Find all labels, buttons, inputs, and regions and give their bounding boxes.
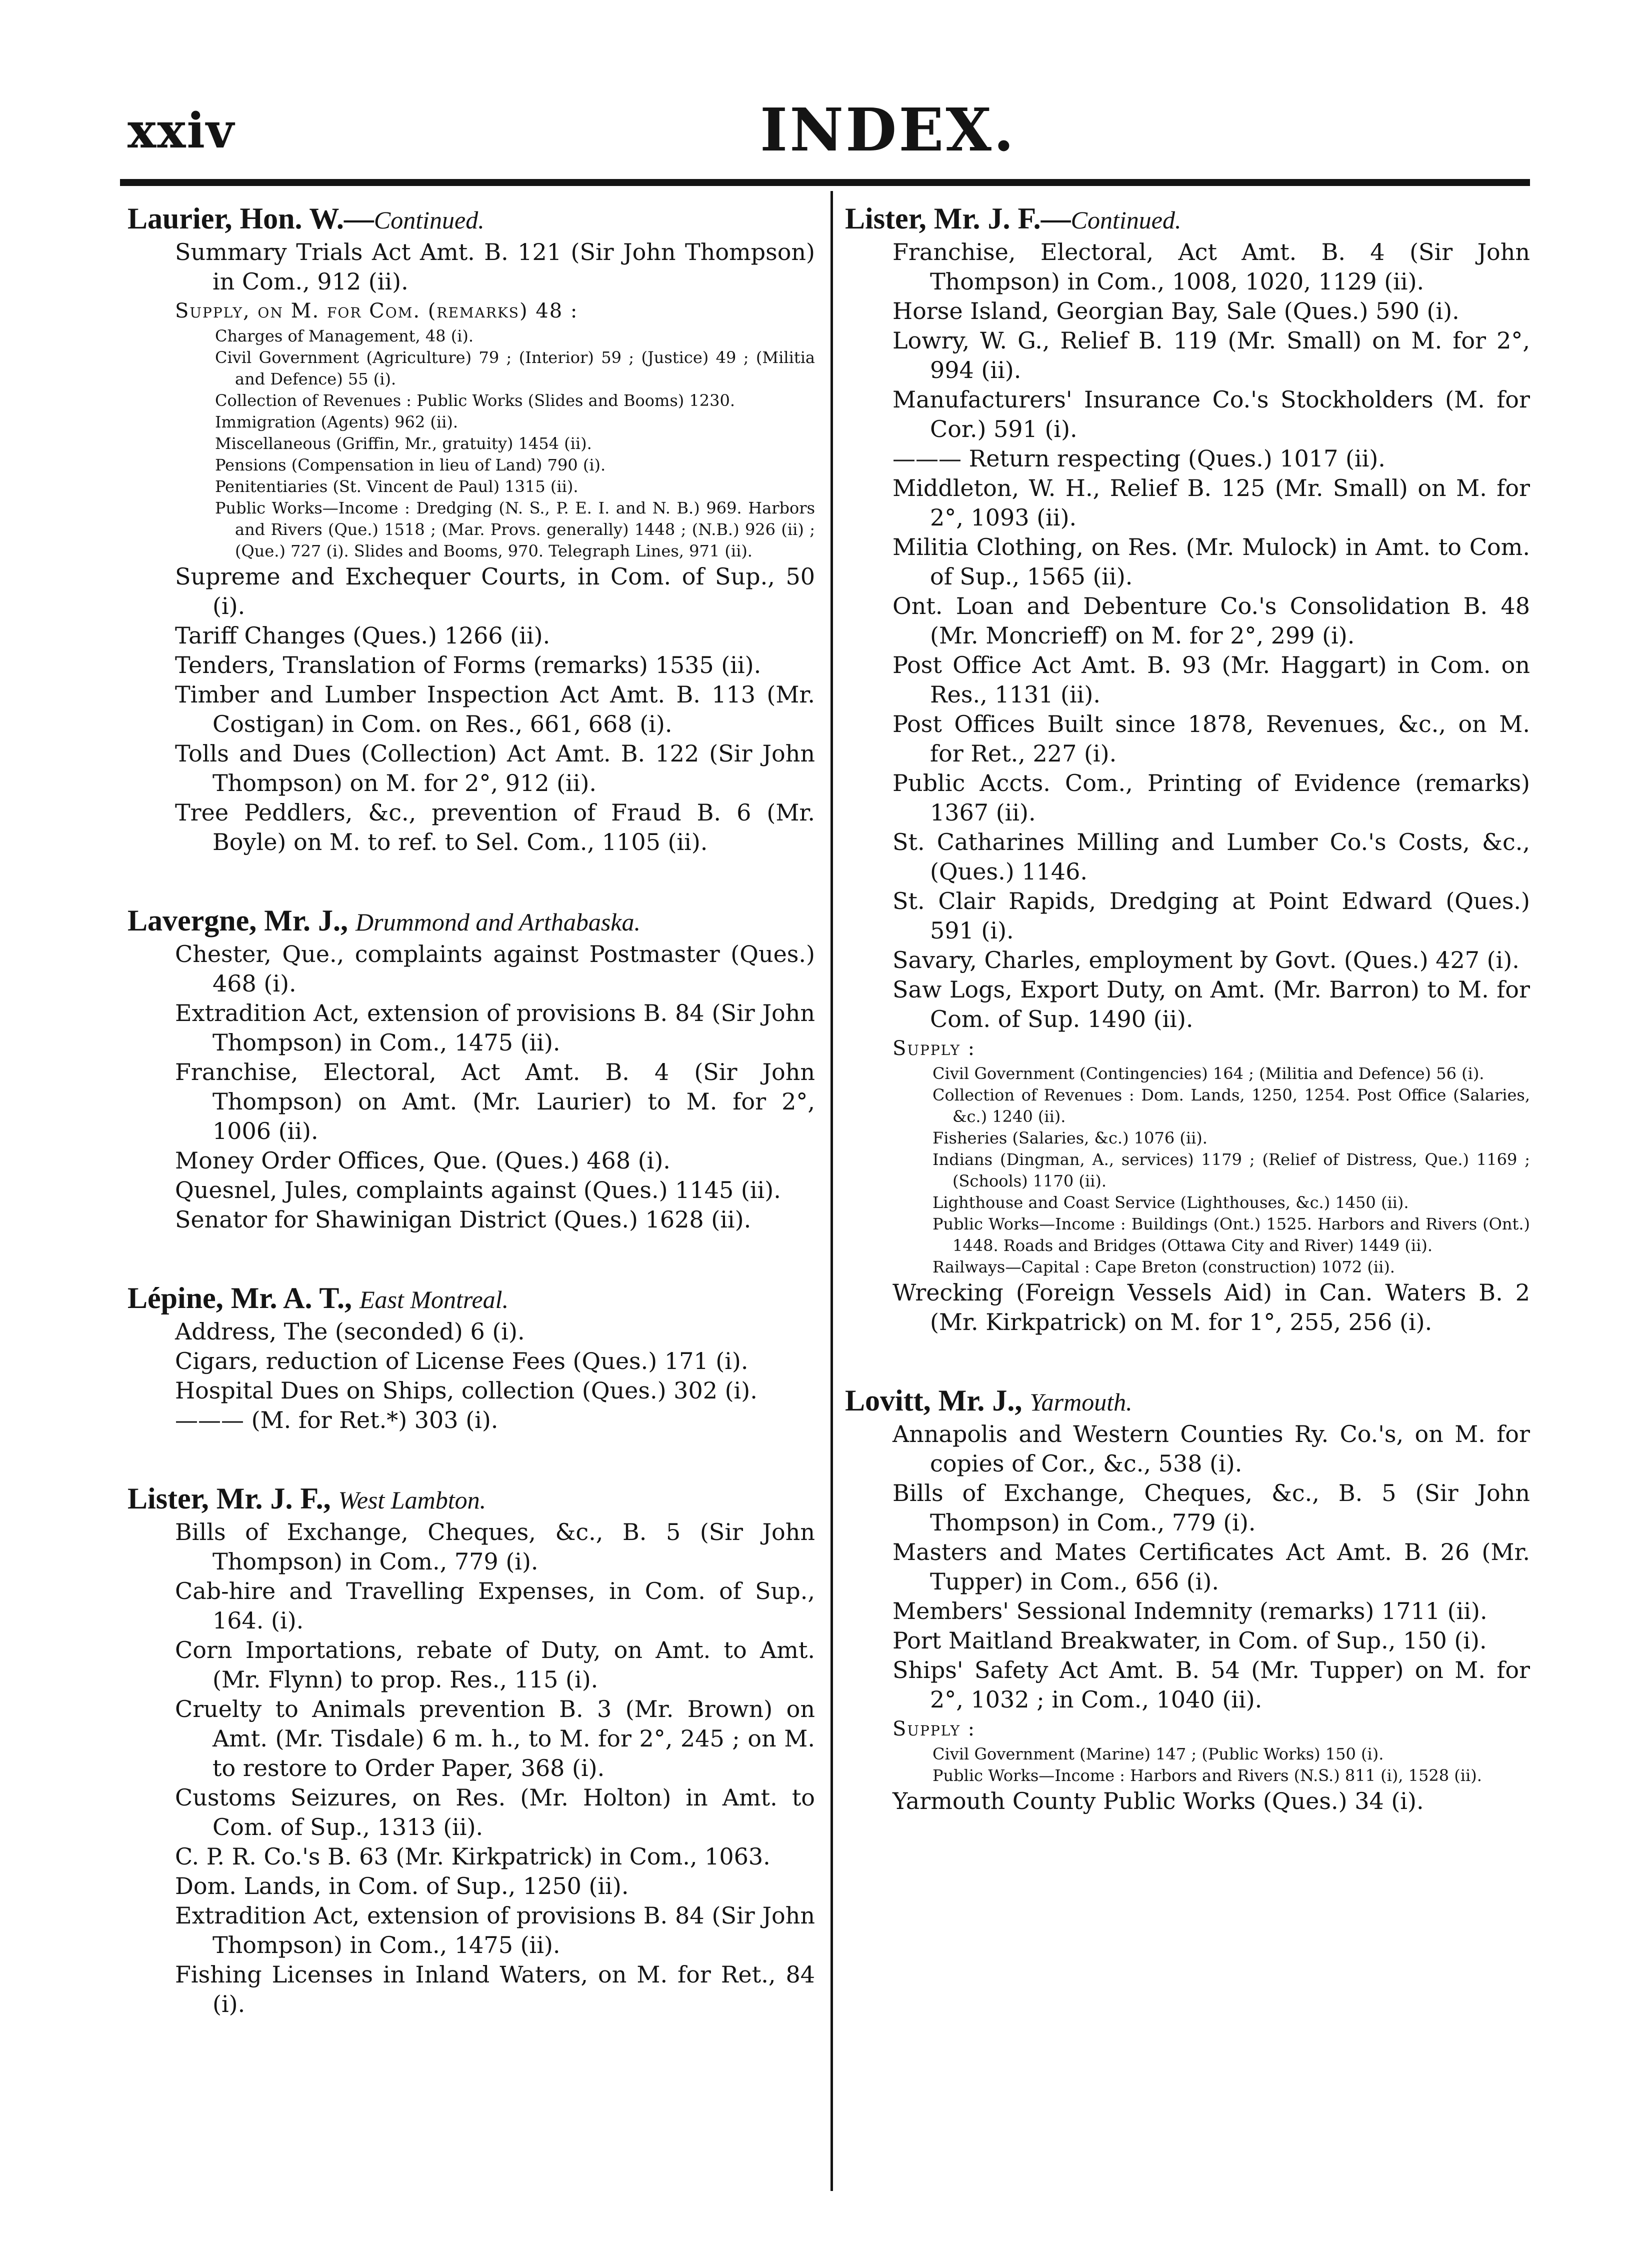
supply-subitem: Pensions (Compensation in lieu of Land) 790 (i). <box>215 456 606 474</box>
entry-heading: Lister, Mr. J. F., West Lambton. <box>128 1482 486 1515</box>
right-column <box>845 201 1530 1862</box>
index-item: Cruelty to Animals prevention B. 3 (Mr. Brown) on Amt. (Mr. Tisdale) 6 m. h., to M. for 2°, 245 ; on M. to restore to Order Paper, 368 (i). <box>175 1696 815 1782</box>
index-item: ——— Return respecting (Ques.) 1017 (ii). <box>892 445 1386 472</box>
supply-subitem: Miscellaneous (Griffin, Mr., gratuity) 1454 (ii). <box>215 434 592 453</box>
index-item: Ships' Safety Act Amt. B. 54 (Mr. Tupper) on M. for 2°, 1032 ; in Com., 1040 (ii). <box>892 1656 1530 1713</box>
supply-subitem: Civil Government (Agriculture) 79 ; (Interior) 59 ; (Justice) 49 ; (Militia and Defence) 55 (i). <box>215 348 815 388</box>
index-item: Tolls and Dues (Collection) Act Amt. B. 122 (Sir John Thompson) on M. for 2°, 912 (ii). <box>175 740 815 796</box>
supply-subitem: Indians (Dingman, A., services) 1179 ; (Relief of Distress, Que.) 1169 ; (Schools) 1170 (ii). <box>932 1150 1530 1190</box>
index-entry <box>845 1383 1530 1816</box>
index-item: Chester, Que., complaints against Postmaster (Ques.) 468 (i). <box>175 940 815 997</box>
index-item: Franchise, Electoral, Act Amt. B. 4 (Sir John Thompson) on Amt. (Mr. Laurier) to M. for 2°, 1006 (ii). <box>175 1058 815 1144</box>
index-item: St. Catharines Milling and Lumber Co.'s Costs, &c., (Ques.) 1146. <box>892 828 1530 885</box>
entry-heading: Lavergne, Mr. J., Drummond and Arthabaska. <box>128 904 640 937</box>
left-column <box>128 201 815 2065</box>
index-item: Fishing Licenses in Inland Waters, on M. for Ret., 84 (i). <box>175 1961 815 2018</box>
index-item: Timber and Lumber Inspection Act Amt. B. 113 (Mr. Costigan) in Com. on Res., 661, 668 (i). <box>175 681 815 738</box>
index-item: St. Clair Rapids, Dredging at Point Edward (Ques.) 591 (i). <box>892 888 1530 944</box>
supply-subitem: Penitentiaries (St. Vincent de Paul) 1315 (ii). <box>215 477 578 496</box>
entry-heading: Lovitt, Mr. J., Yarmouth. <box>845 1384 1132 1417</box>
supply-subitem: Railways—Capital : Cape Breton (construction) 1072 (ii). <box>932 1258 1395 1276</box>
index-item: Money Order Offices, Que. (Ques.) 468 (i). <box>175 1147 670 1174</box>
index-item: Savary, Charles, employment by Govt. (Ques.) 427 (i). <box>892 946 1520 974</box>
index-item: Tree Peddlers, &c., prevention of Fraud B. 6 (Mr. Boyle) on M. to ref. to Sel. Com., 1105 (ii). <box>175 799 815 856</box>
index-item: Hospital Dues on Ships, collection (Ques.) 302 (i). <box>175 1377 758 1404</box>
index-item: Lowry, W. G., Relief B. 119 (Mr. Small) on M. for 2°, 994 (ii). <box>892 327 1530 384</box>
index-item: Dom. Lands, in Com. of Sup., 1250 (ii). <box>175 1872 629 1900</box>
supply-heading: Supply : <box>892 1037 976 1060</box>
index-item: Customs Seizures, on Res. (Mr. Holton) in Amt. to Com. of Sup., 1313 (ii). <box>175 1784 815 1840</box>
index-item: Members' Sessional Indemnity (remarks) 1711 (ii). <box>892 1598 1488 1624</box>
supply-heading: Supply : <box>892 1718 976 1740</box>
supply-subitem: Public Works—Income : Dredging (N. S., P. E. I. and N. B.) 969. Harbors and Rivers (Que.) 1518 ; (Mar. Provs. generally) 1448 ; (N.B.) 926 (ii) ; (Que.) 727 (i). Slides and Booms, 970. Telegraph Lines, 971 (ii). <box>215 498 815 560</box>
supply-subitem: Public Works—Income : Buildings (Ont.) 1525. Harbors and Rivers (Ont.) 1448. Roads and Bridges (Ottawa City and River) 1449 (ii). <box>932 1214 1530 1255</box>
header-rule <box>120 179 1530 186</box>
index-item: Senator for Shawinigan District (Ques.) 1628 (ii). <box>175 1206 752 1233</box>
index-item: Cab-hire and Travelling Expenses, in Com. of Sup., 164. (i). <box>175 1578 815 1634</box>
supply-subitem: Civil Government (Contingencies) 164 ; (Militia and Defence) 56 (i). <box>932 1064 1484 1083</box>
index-item: Quesnel, Jules, complaints against (Ques.) 1145 (ii). <box>175 1176 781 1204</box>
index-item: Tariff Changes (Ques.) 1266 (ii). <box>175 622 550 649</box>
index-item: Middleton, W. H., Relief B. 125 (Mr. Small) on M. for 2°, 1093 (ii). <box>892 474 1530 531</box>
index-item: Post Office Act Amt. B. 93 (Mr. Haggart) in Com. on Res., 1131 (ii). <box>892 652 1530 708</box>
column-divider <box>830 191 833 2191</box>
index-item: Franchise, Electoral, Act Amt. B. 4 (Sir John Thompson) in Com., 1008, 1020, 1129 (ii). <box>892 238 1530 295</box>
index-item: Manufacturers' Insurance Co.'s Stockholders (M. for Cor.) 591 (i). <box>892 386 1530 442</box>
supply-subitem: Collection of Revenues : Public Works (Slides and Booms) 1230. <box>215 391 736 410</box>
index-item: C. P. R. Co.'s B. 63 (Mr. Kirkpatrick) in Com., 1063. <box>175 1843 770 1870</box>
index-item: Port Maitland Breakwater, in Com. of Sup., 150 (i). <box>892 1627 1487 1654</box>
page-title: INDEX. <box>760 95 1016 164</box>
index-item: Ont. Loan and Debenture Co.'s Consolidation B. 48 (Mr. Moncrieff) on M. for 2°, 299 (i). <box>892 592 1530 649</box>
index-item: ——— (M. for Ret.*) 303 (i). <box>175 1406 498 1434</box>
index-item: Bills of Exchange, Cheques, &c., B. 5 (Sir John Thompson) in Com., 779 (i). <box>175 1518 815 1575</box>
index-item: Supreme and Exchequer Courts, in Com. of Sup., 50 (i). <box>175 563 815 620</box>
supply-heading: Supply, on M. for Com. (remarks) 48 : <box>175 300 578 322</box>
entry-heading: Laurier, Hon. W.—Continued. <box>128 202 484 235</box>
index-item: Extradition Act, extension of provisions B. 84 (Sir John Thompson) in Com., 1475 (ii). <box>175 1000 815 1056</box>
index-item: Extradition Act, extension of provisions B. 84 (Sir John Thompson) in Com., 1475 (ii). <box>175 1902 815 1958</box>
index-item: Address, The (seconded) 6 (i). <box>175 1318 525 1345</box>
supply-subitem: Immigration (Agents) 962 (ii). <box>215 412 458 432</box>
index-item: Yarmouth County Public Works (Ques.) 34 (i). <box>892 1788 1424 1814</box>
index-item: Post Offices Built since 1878, Revenues, &c., on M. for Ret., 227 (i). <box>892 710 1530 767</box>
supply-subitem: Civil Government (Marine) 147 ; (Public Works) 150 (i). <box>932 1744 1384 1764</box>
supply-subitem: Public Works—Income : Harbors and Rivers (N.S.) 811 (i), 1528 (ii). <box>932 1766 1482 1785</box>
supply-subitem: Collection of Revenues : Dom. Lands, 1250, 1254. Post Office (Salaries, &c.) 1240 (ii). <box>932 1086 1530 1126</box>
page-number: xxiv <box>128 102 235 159</box>
entry-heading: Lister, Mr. J. F.—Continued. <box>845 202 1182 235</box>
index-entry <box>128 903 815 1234</box>
index-item: Wrecking (Foreign Vessels Aid) in Can. Waters B. 2 (Mr. Kirkpatrick) on M. for 1°, 255, 256 (i). <box>892 1279 1530 1336</box>
supply-subitem: Fisheries (Salaries, &c.) 1076 (ii). <box>932 1128 1208 1148</box>
index-item: Public Accts. Com., Printing of Evidence (remarks) 1367 (ii). <box>892 770 1530 826</box>
index-entry <box>845 201 1530 1337</box>
index-item: Cigars, reduction of License Fees (Ques.) 171 (i). <box>175 1348 748 1374</box>
index-entry <box>128 1481 815 2019</box>
index-item: Masters and Mates Certificates Act Amt. B. 26 (Mr. Tupper) in Com., 656 (i). <box>892 1538 1530 1595</box>
supply-subitem: Charges of Management, 48 (i). <box>215 326 474 346</box>
entry-heading: Lépine, Mr. A. T., East Montreal. <box>128 1282 509 1314</box>
index-item: Summary Trials Act Amt. B. 121 (Sir John Thompson) in Com., 912 (ii). <box>175 238 815 295</box>
index-item: Militia Clothing, on Res. (Mr. Mulock) in Amt. to Com. of Sup., 1565 (ii). <box>892 534 1530 590</box>
index-item: Saw Logs, Export Duty, on Amt. (Mr. Barron) to M. for Com. of Sup. 1490 (ii). <box>892 976 1530 1032</box>
supply-subitem: Lighthouse and Coast Service (Lighthouses, &c.) 1450 (ii). <box>932 1193 1409 1212</box>
index-item: Corn Importations, rebate of Duty, on Amt. to Amt. (Mr. Flynn) to prop. Res., 115 (i). <box>175 1636 815 1693</box>
index-item: Horse Island, Georgian Bay, Sale (Ques.) 590 (i). <box>892 298 1460 324</box>
index-entry <box>128 201 815 857</box>
index-item: Annapolis and Western Counties Ry. Co.'s, on M. for copies of Cor., &c., 538 (i). <box>892 1420 1530 1477</box>
index-item: Bills of Exchange, Cheques, &c., B. 5 (Sir John Thompson) in Com., 779 (i). <box>892 1480 1530 1536</box>
index-entry <box>128 1280 815 1435</box>
index-item: Tenders, Translation of Forms (remarks) 1535 (ii). <box>175 652 762 678</box>
